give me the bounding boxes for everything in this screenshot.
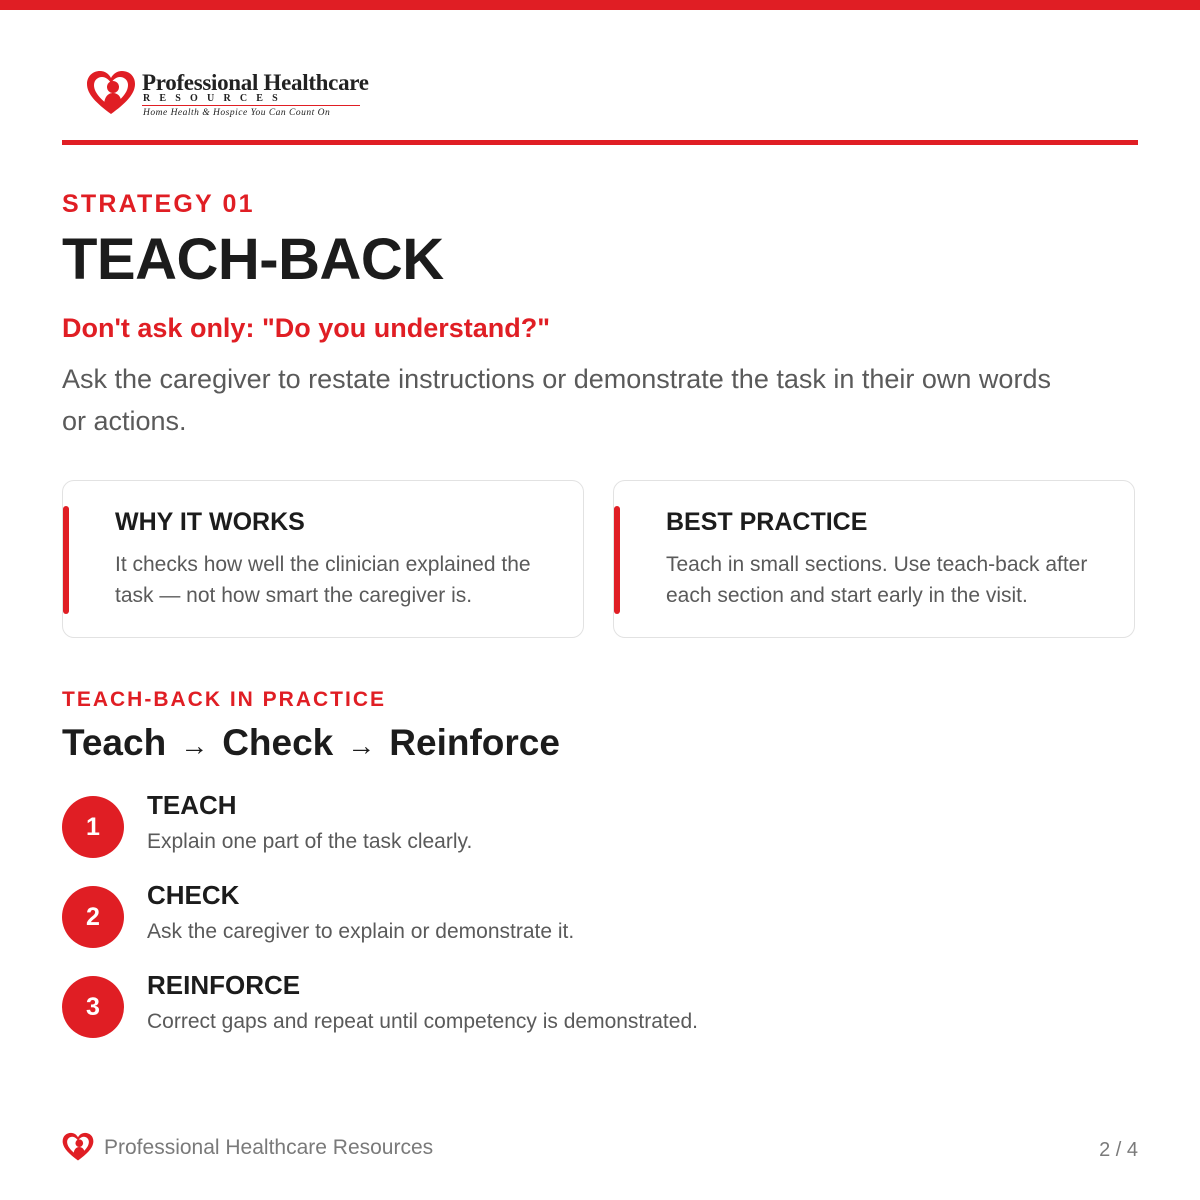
why-it-works-card xyxy=(62,480,584,638)
footer-brand-text: Professional Healthcare Resources xyxy=(104,1136,434,1159)
step-check xyxy=(62,880,862,950)
heading-check: Check xyxy=(222,722,334,763)
card-title: WHY IT WORKS xyxy=(115,508,305,536)
step-description: Correct gaps and repeat until competency is demonstrated. xyxy=(147,1010,698,1033)
best-practice-card xyxy=(613,480,1135,638)
arrow-right-icon: → xyxy=(347,730,376,761)
strategy-eyebrow: STRATEGY 01 xyxy=(62,190,255,218)
brand-name: Professional Healthcare xyxy=(142,70,369,95)
header-divider xyxy=(62,140,1138,145)
card-body: It checks how well the clinician explained the task — not how smart the caregiver is. xyxy=(115,553,531,607)
brand-logo[interactable] xyxy=(86,68,386,124)
step-title: CHECK xyxy=(147,880,240,910)
step-teach xyxy=(62,790,862,860)
card-accent-bar xyxy=(614,506,620,614)
top-accent-bar xyxy=(0,0,1200,10)
page-title: TEACH-BACK xyxy=(62,227,444,292)
step-number-badge: 1 xyxy=(62,796,124,858)
card-title: BEST PRACTICE xyxy=(666,508,868,536)
page-description: Ask the caregiver to restate instructions or demonstrate the task in their own words or actions. xyxy=(62,364,1051,436)
arrow-right-icon: → xyxy=(180,730,209,761)
practice-section-label: TEACH-BACK IN PRACTICE xyxy=(62,688,386,711)
step-number-badge: 3 xyxy=(62,976,124,1038)
heading-reinforce: Reinforce xyxy=(389,722,560,763)
step-title: TEACH xyxy=(147,790,237,820)
page-indicator: 2 / 4 xyxy=(1099,1139,1138,1161)
brand-divider xyxy=(142,105,360,106)
step-description: Explain one part of the task clearly. xyxy=(147,830,473,853)
brand-sub: RESOURCES xyxy=(143,93,287,104)
practice-section-heading xyxy=(62,722,560,764)
page-subtitle: Don't ask only: "Do you understand?" xyxy=(62,313,551,343)
heart-logo-icon xyxy=(86,70,136,116)
heart-logo-icon xyxy=(62,1132,94,1162)
step-description: Ask the caregiver to explain or demonstrate it. xyxy=(147,920,575,943)
card-accent-bar xyxy=(63,506,69,614)
step-title: REINFORCE xyxy=(147,970,301,1000)
card-body: Teach in small sections. Use teach-back after each section and start early in the visit. xyxy=(666,553,1088,607)
step-reinforce xyxy=(62,970,862,1040)
heading-teach: Teach xyxy=(62,722,167,763)
brand-tagline: Home Health & Hospice You Can Count On xyxy=(143,108,331,118)
step-number-badge: 2 xyxy=(62,886,124,948)
